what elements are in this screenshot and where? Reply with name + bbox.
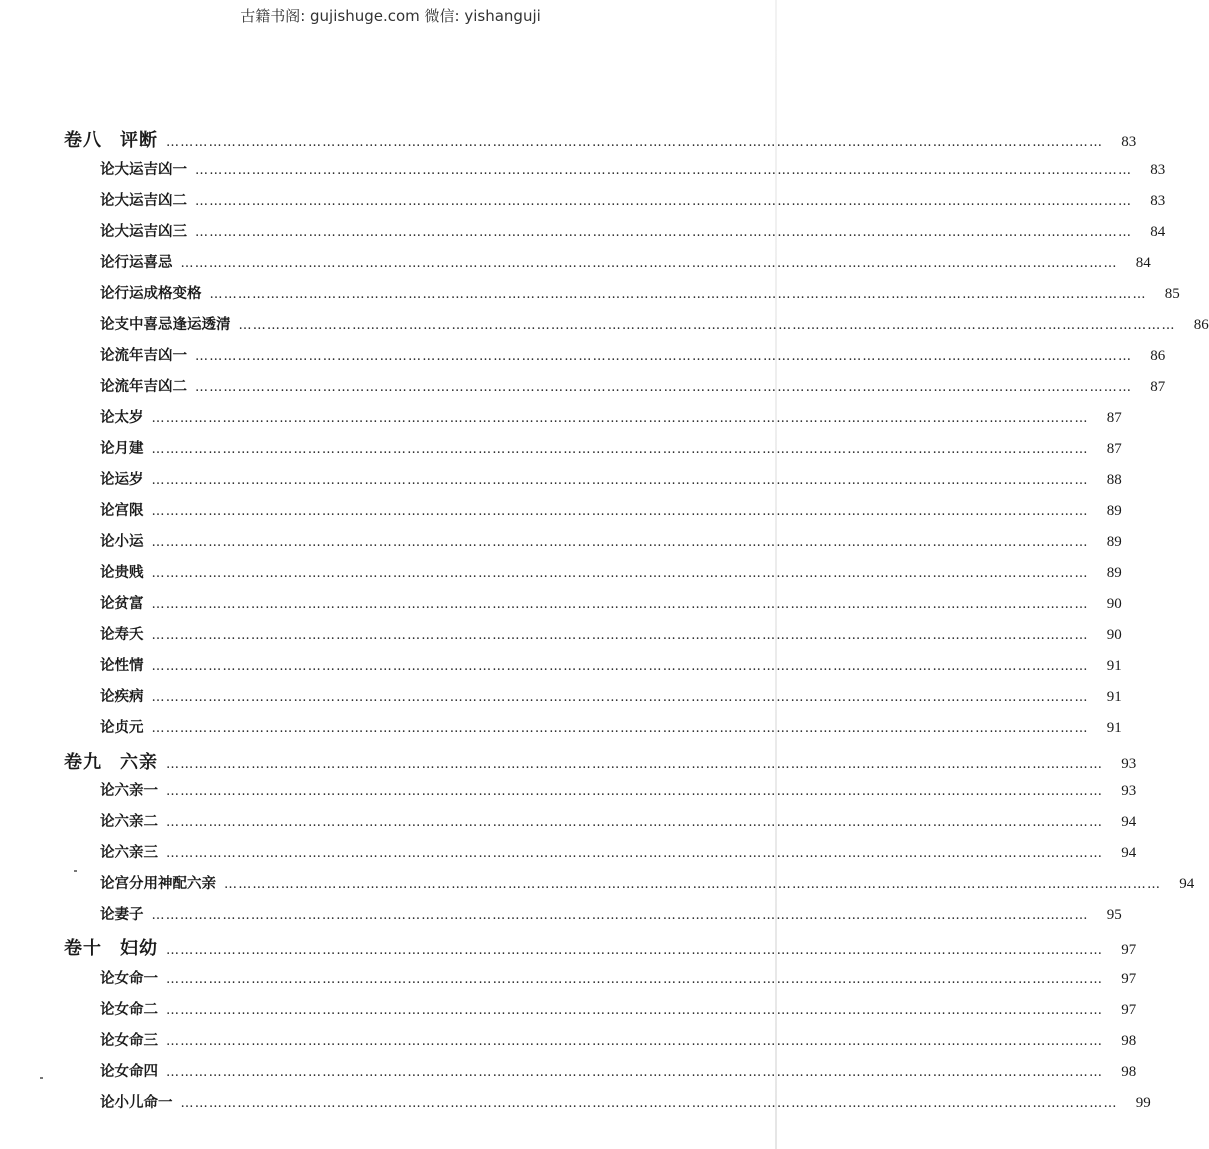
page-number: 98: [1121, 1064, 1137, 1080]
dot-leader: ………………………………………………………………………………………………………………………………………………………………………………: [151, 659, 1089, 674]
toc-entry-row: [100, 841, 1137, 864]
chapter-volume: 卷九: [64, 752, 102, 773]
dot-leader: ………………………………………………………………………………………………………………………………………………………………………………: [151, 535, 1089, 550]
toc-entry-row: [100, 685, 1122, 708]
toc-entry-row: [100, 220, 1166, 243]
toc-entry-row: [100, 561, 1122, 584]
page-number: 87: [1106, 410, 1122, 426]
chapter-name: 评断: [120, 130, 158, 151]
dot-leader: ………………………………………………………………………………………………………………………………………………………………………………: [151, 690, 1089, 705]
dot-leader: ………………………………………………………………………………………………………………………………………………………………………………: [238, 318, 1176, 333]
toc-entry-row: [100, 282, 1180, 305]
toc-entry-row: [100, 998, 1137, 1021]
dot-leader: ………………………………………………………………………………………………………………………………………………………………………………: [195, 225, 1133, 240]
page-number: 90: [1106, 627, 1122, 643]
page-number: 99: [1135, 1095, 1151, 1111]
entry-title: 论流年吉凶二: [100, 379, 187, 395]
toc-entry-row: [100, 158, 1166, 181]
toc-entry-row: [100, 1029, 1137, 1052]
dot-leader: ………………………………………………………………………………………………………………………………………………………………………………: [224, 877, 1162, 892]
entry-title: 论小儿命一: [100, 1095, 173, 1111]
entry-title: 论寿夭: [100, 627, 144, 643]
toc-entry-row: [100, 437, 1122, 460]
toc-entry-row: [100, 313, 1209, 336]
dot-leader: ………………………………………………………………………………………………………………………………………………………………………………: [195, 163, 1133, 178]
dot-leader: ………………………………………………………………………………………………………………………………………………………………………………: [166, 1065, 1104, 1080]
toc-entry-row: [100, 779, 1137, 802]
page-number: 98: [1121, 1033, 1137, 1049]
page-number: 93: [1121, 756, 1137, 772]
page-number: 89: [1106, 534, 1122, 550]
entry-title: 论宫分用神配六亲: [100, 876, 216, 892]
entry-title: 论女命一: [100, 971, 158, 987]
chapter-name: 妇幼: [120, 938, 158, 959]
page-number: 87: [1106, 441, 1122, 457]
entry-title: 论女命四: [100, 1064, 158, 1080]
dot-leader: ………………………………………………………………………………………………………………………………………………………………………………: [195, 380, 1133, 395]
page-number: 95: [1106, 907, 1122, 923]
dot-leader: ………………………………………………………………………………………………………………………………………………………………………………: [151, 566, 1089, 581]
toc-entry-row: [100, 654, 1122, 677]
toc-entry-row: [100, 468, 1122, 491]
page-number: 94: [1121, 845, 1137, 861]
dot-leader: ………………………………………………………………………………………………………………………………………………………………………………: [151, 473, 1089, 488]
toc-entry-row: [100, 530, 1122, 553]
toc-entry-row: [100, 1091, 1151, 1114]
dot-leader: ………………………………………………………………………………………………………………………………………………………………………………: [151, 908, 1089, 923]
entry-title: 论女命三: [100, 1033, 158, 1049]
page-number: 83: [1121, 134, 1137, 150]
page-number: 83: [1150, 193, 1166, 209]
dot-leader: ………………………………………………………………………………………………………………………………………………………………………………: [166, 815, 1104, 830]
dot-leader: ………………………………………………………………………………………………………………………………………………………………………………: [195, 349, 1133, 364]
dot-leader: ………………………………………………………………………………………………………………………………………………………………………………: [151, 442, 1089, 457]
toc-entry-row: [100, 903, 1122, 926]
dot-leader: ………………………………………………………………………………………………………………………………………………………………………………: [166, 1034, 1104, 1049]
toc-entry-row: [100, 623, 1122, 646]
dot-leader: ………………………………………………………………………………………………………………………………………………………………………………: [180, 256, 1118, 271]
toc-entry-row: [100, 716, 1122, 739]
entry-title: 论六亲二: [100, 814, 158, 830]
entry-title: 论贵贱: [100, 565, 144, 581]
page-number: 91: [1106, 689, 1122, 705]
entry-title: 论性情: [100, 658, 144, 674]
chapter-title: [64, 934, 158, 960]
toc-entry-row: [100, 810, 1137, 833]
page-number: 91: [1106, 720, 1122, 736]
toc-entry-row: [100, 189, 1166, 212]
page-number: 97: [1121, 942, 1137, 958]
page-number: 86: [1193, 317, 1209, 333]
entry-title: 论疾病: [100, 689, 144, 705]
chapter-title: [64, 126, 158, 152]
page-number: 90: [1106, 596, 1122, 612]
toc-chapter-row: [64, 934, 1137, 961]
chapter-volume: 卷十: [64, 938, 102, 959]
dot-leader: ………………………………………………………………………………………………………………………………………………………………………………: [151, 504, 1089, 519]
page-number: 97: [1121, 971, 1137, 987]
page-number: 84: [1135, 255, 1151, 271]
entry-title: 论妻子: [100, 907, 144, 923]
dot-leader: ………………………………………………………………………………………………………………………………………………………………………………: [166, 757, 1104, 772]
dot-leader: ………………………………………………………………………………………………………………………………………………………………………………: [209, 287, 1147, 302]
toc-entry-row: [100, 251, 1151, 274]
toc-entry-row: [100, 872, 1195, 895]
page-number: 97: [1121, 1002, 1137, 1018]
dot-leader: ………………………………………………………………………………………………………………………………………………………………………………: [166, 1003, 1104, 1018]
toc-entry-row: [100, 375, 1166, 398]
entry-title: 论运岁: [100, 472, 144, 488]
watermark-text: 古籍书阁: gujishuge.com 微信: yishanguji: [240, 7, 541, 25]
entry-title: 论六亲三: [100, 845, 158, 861]
page-number: 83: [1150, 162, 1166, 178]
dot-leader: ………………………………………………………………………………………………………………………………………………………………………………: [166, 846, 1104, 861]
entry-title: 论流年吉凶一: [100, 348, 187, 364]
page-number: 93: [1121, 783, 1137, 799]
chapter-title: [64, 748, 158, 774]
toc-entry-row: [100, 499, 1122, 522]
toc-entry-row: [100, 1060, 1137, 1083]
dot-leader: ………………………………………………………………………………………………………………………………………………………………………………: [151, 411, 1089, 426]
dot-leader: ………………………………………………………………………………………………………………………………………………………………………………: [195, 194, 1133, 209]
entry-title: 论大运吉凶二: [100, 193, 187, 209]
entry-title: 论女命二: [100, 1002, 158, 1018]
page-number: 88: [1106, 472, 1122, 488]
page-number: 86: [1150, 348, 1166, 364]
toc-entry-row: [100, 344, 1166, 367]
entry-title: 论行运成格变格: [100, 286, 202, 302]
dot-leader: ………………………………………………………………………………………………………………………………………………………………………………: [151, 597, 1089, 612]
dot-leader: ………………………………………………………………………………………………………………………………………………………………………………: [180, 1096, 1118, 1111]
dot-leader: ………………………………………………………………………………………………………………………………………………………………………………: [166, 784, 1104, 799]
page-number: 87: [1150, 379, 1166, 395]
chapter-volume: 卷八: [64, 130, 102, 151]
entry-title: 论六亲一: [100, 783, 158, 799]
page-number: 85: [1164, 286, 1180, 302]
page-number: 94: [1179, 876, 1195, 892]
entry-title: 论行运喜忌: [100, 255, 173, 271]
dot-leader: ………………………………………………………………………………………………………………………………………………………………………………: [166, 943, 1104, 958]
dot-leader: ………………………………………………………………………………………………………………………………………………………………………………: [151, 628, 1089, 643]
chapter-name: 六亲: [120, 752, 158, 773]
entry-title: 论贞元: [100, 720, 144, 736]
page-number: 89: [1106, 503, 1122, 519]
page-number: 94: [1121, 814, 1137, 830]
entry-title: 论宫限: [100, 503, 144, 519]
toc-entry-row: [100, 967, 1137, 990]
entry-title: 论支中喜忌逢运透清: [100, 317, 231, 333]
toc-entry-row: [100, 406, 1122, 429]
dot-leader: ………………………………………………………………………………………………………………………………………………………………………………: [151, 721, 1089, 736]
page-number: 91: [1106, 658, 1122, 674]
entry-title: 论贫富: [100, 596, 144, 612]
page-number: 89: [1106, 565, 1122, 581]
dot-leader: ………………………………………………………………………………………………………………………………………………………………………………: [166, 972, 1104, 987]
entry-title: 论大运吉凶一: [100, 162, 187, 178]
entry-title: 论太岁: [100, 410, 144, 426]
entry-title: 论小运: [100, 534, 144, 550]
entry-title: 论大运吉凶三: [100, 224, 187, 240]
toc-chapter-row: [64, 748, 1137, 775]
toc-entry-row: [100, 592, 1122, 615]
dot-leader: ………………………………………………………………………………………………………………………………………………………………………………: [166, 135, 1104, 150]
toc-chapter-row: [64, 126, 1137, 153]
page-number: 84: [1150, 224, 1166, 240]
entry-title: 论月建: [100, 441, 144, 457]
